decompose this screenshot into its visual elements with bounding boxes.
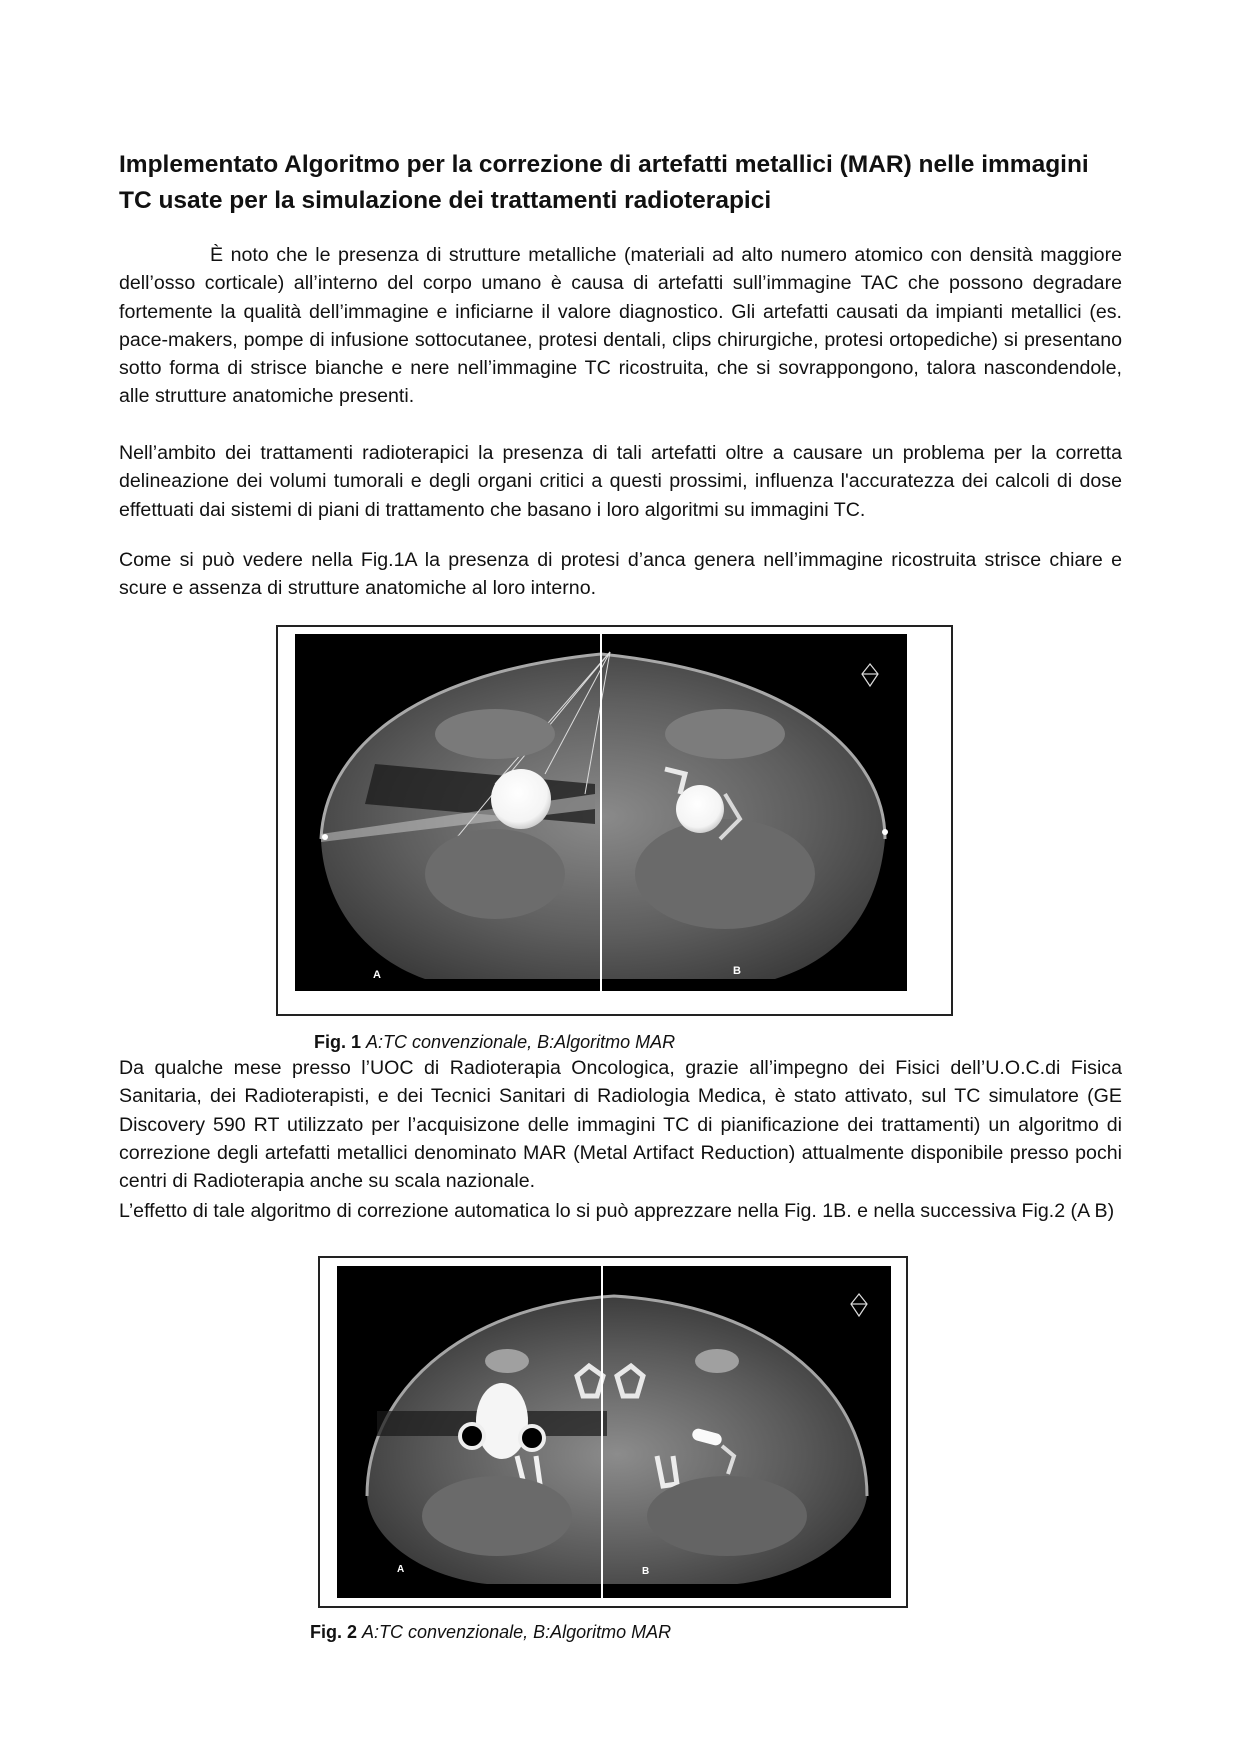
- figure-2-number: Fig. 2: [310, 1622, 358, 1642]
- figure-1-panel-label-b: B: [733, 965, 741, 977]
- figure-1-ct-image: [295, 634, 907, 991]
- figure-2-panel-label-a: A: [397, 1564, 405, 1575]
- figure-1-caption-text: A:TC convenzionale, B:Algoritmo MAR: [366, 1032, 676, 1052]
- paragraph-intro: È noto che le presenza di strutture metalliche (materiali ad alto numero atomico con densità maggiore dell’osso corticale) all’interno del corpo umano è causa di artefatti sull’immagine TAC che possono degradare fortemente la qualità dell’immagine e inficiarne il valore diagnostico. Gli artefatti causati da impianti metallici (es. pace-makers, pompe di infusione sottocutanee, protesi dentali, clips chirurgiche, protesi ortopediche) si presentano sotto forma di strisce bianche e nere nell’immagine TC ricostruita, che si sovrappongono, talora nascondendole, alle strutture anatomiche presenti.: [119, 244, 1122, 408]
- figure-2-caption-text: A:TC convenzionale, B:Algoritmo MAR: [362, 1622, 672, 1642]
- paragraph-mar-activation: Da qualche mese presso l’UOC di Radioterapia Oncologica, grazie all’impegno dei Fisici dell’U.O.C.di Fisica Sanitaria, dei Radioterapisti, e dei Tecnici Sanitari di Radiologia Medica, è stato attivato, sul TC simulatore (GE Discovery 590 RT utilizzato per l’acquisizone delle immagini TC di pianificazione dei trattamenti) un algoritmo di correzione degli artefatti metallici denominato MAR (Metal Artifact Reduction) attualmente disponibile presso pochi centri di Radioterapia anche su scala nazionale.: [119, 1057, 1122, 1193]
- figure-2-panel-label-b: B: [642, 1566, 650, 1577]
- figure-2-caption: [310, 1620, 671, 1644]
- figure-1-panel-label-a: A: [373, 969, 381, 981]
- paragraph-mar-effect: L’effetto di tale algoritmo di correzione automatica lo si può apprezzare nella Fig. 1B. e nella successiva Fig.2 (A B): [119, 1200, 1115, 1222]
- figure-1-number: Fig. 1: [314, 1032, 362, 1052]
- paragraph-fig1-reference: Come si può vedere nella Fig.1A la presenza di protesi d’anca genera nell’immagine ricostruita strisce chiare e scure e assenza di strutture anatomiche al loro interno.: [119, 549, 1122, 600]
- document-title: Implementato Algoritmo per la correzione di artefatti metallici (MAR) nelle immagini TC usate per la simulazione dei trattamenti radioterapici: [119, 151, 1089, 214]
- paragraph-radiotherapy: Nell’ambito dei trattamenti radioterapici la presenza di tali artefatti oltre a causare un problema per la corretta delineazione dei volumi tumorali e degli organi critici a questi prossimi, influenza l'accuratezza dei calcoli di dose effettuati dai sistemi di piani di trattamento che basano i loro algoritmi su immagini TC.: [119, 442, 1122, 521]
- figure-2-ct-image: [337, 1266, 891, 1598]
- figure-2: [318, 1256, 908, 1608]
- figure-1-caption: [314, 1030, 675, 1054]
- figure-1: [276, 625, 953, 1016]
